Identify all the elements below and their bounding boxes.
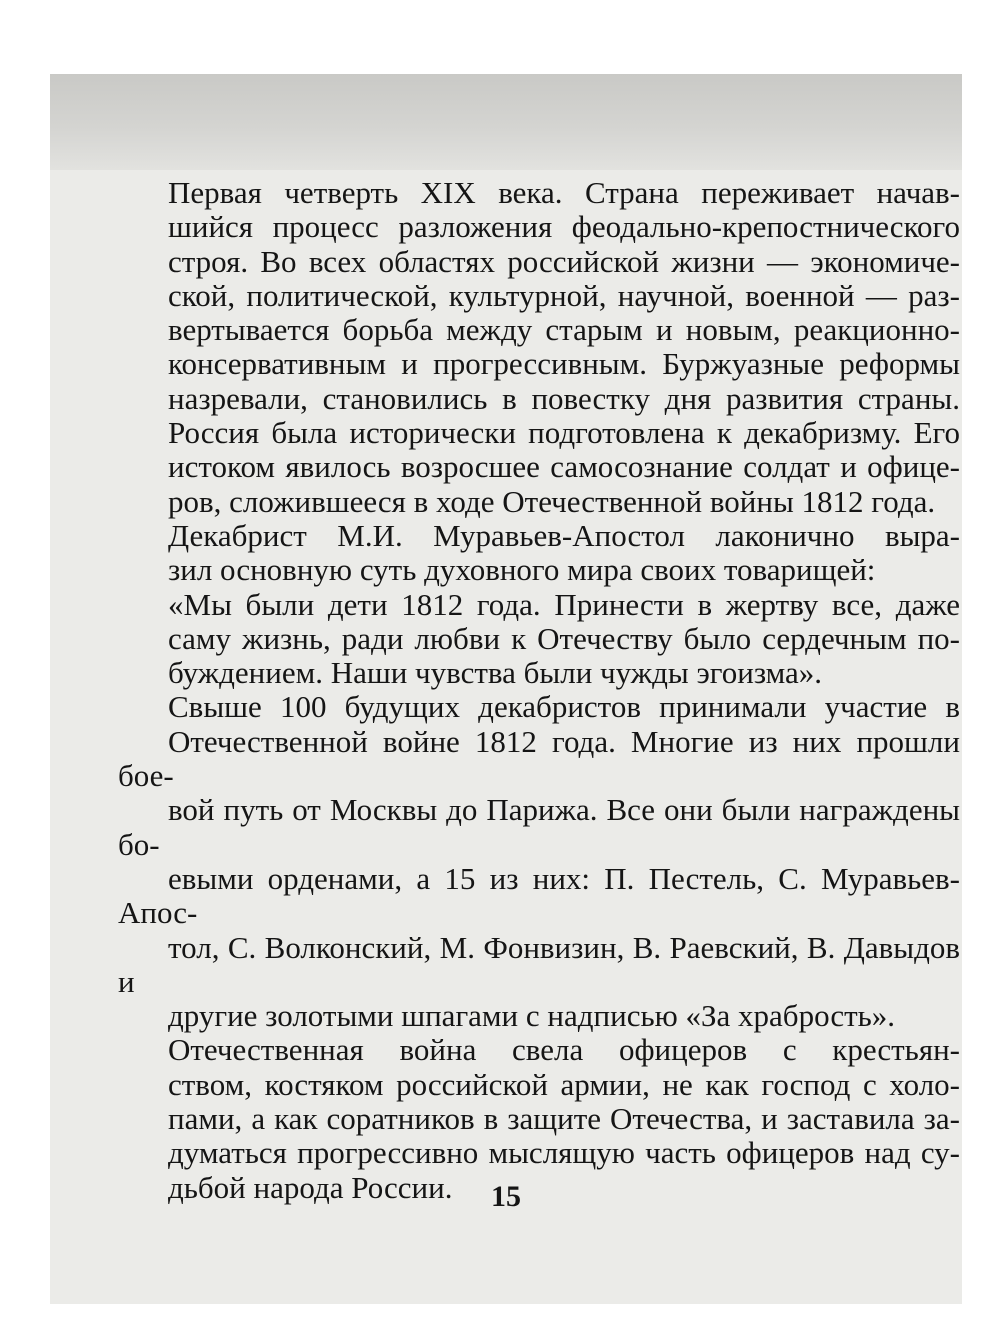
paragraph-4 (118, 690, 960, 1033)
text-line: зил основную суть духовного мира своих товарищей: (168, 552, 876, 588)
text-line: дьбой народа России. (168, 1169, 453, 1205)
text-line: буждением. Наши чувства были чужды эгоизма». (168, 655, 823, 691)
text-line: истоком явилось возросшее самосознание солдат и офице- (168, 449, 960, 485)
paragraph-1 (118, 176, 960, 519)
body-text (118, 176, 960, 1205)
text-line: Отечественной войне 1812 года. Многие из них прошли бое- (118, 723, 960, 794)
text-line: другие золотыми шпагами с надписью «За храбрость». (168, 998, 896, 1034)
text-line: ской, политической, культурной, научной, военной — раз- (168, 277, 960, 313)
text-line: Отечественная война свела офицеров с крестьян- (168, 1032, 960, 1068)
page-number: 15 (491, 1180, 521, 1213)
text-line: ров, сложившееся в ходе Отечественной войны 1812 года. (168, 483, 936, 519)
text-line: саму жизнь, ради любви к Отечеству было сердечным по- (168, 620, 960, 656)
paragraph-2 (118, 519, 960, 588)
text-line: вой путь от Москвы до Парижа. Все они были награждены бо- (118, 792, 960, 862)
text-line: шийся процесс разложения феодально-крепостнического (168, 209, 960, 245)
book-page (50, 74, 962, 1304)
text-line: строя. Во всех областях российской жизни — экономиче- (168, 243, 960, 279)
paragraph-quote (118, 588, 960, 691)
text-line: ством, костяком российской армии, не как господ с холо- (168, 1066, 960, 1102)
text-line: Свыше 100 будущих декабристов принимали участие в (168, 689, 960, 725)
text-line: вертывается борьба между старым и новым, реакционно- (168, 312, 960, 348)
text-line: Первая четверть XIX века. Страна переживает начав- (168, 175, 960, 210)
text-line: пами, а как соратников в защите Отечества, и заставила за- (168, 1101, 960, 1137)
text-line: Декабрист М.И. Муравьев-Апостол лаконично выра- (168, 517, 960, 553)
text-line: евыми орденами, а 15 из них: П. Пестель, С. Муравьев-Апос- (118, 860, 960, 931)
text-line: тол, С. Волконский, М. Фонвизин, В. Раевский, В. Давыдов и (118, 929, 960, 999)
page-top-shadow (50, 74, 962, 170)
text-line: думаться прогрессивно мыслящую часть офицеров над су- (168, 1135, 960, 1171)
text-line: Россия была исторически подготовлена к декабризму. Его (168, 415, 960, 451)
text-line: консервативным и прогрессивным. Буржуазные реформы (168, 346, 960, 382)
text-line: назревали, становились в повестку дня развития страны. (168, 380, 960, 416)
text-line: «Мы были дети 1812 года. Принести в жертву все, даже (168, 586, 960, 622)
